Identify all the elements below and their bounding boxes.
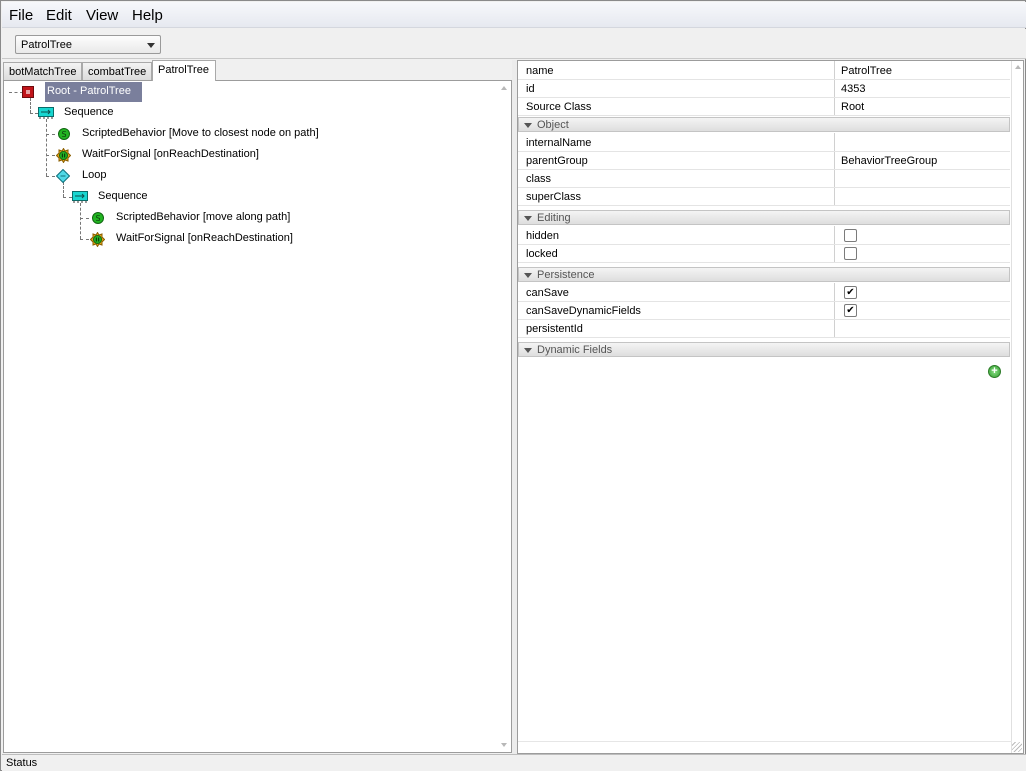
- toolbar: [2, 29, 1026, 59]
- tree-connector: [46, 119, 47, 176]
- property-key: persistentId: [526, 323, 583, 335]
- status-text: Status: [6, 757, 38, 769]
- tree-node-loop[interactable]: [55, 166, 155, 186]
- scroll-up-icon[interactable]: [1015, 65, 1021, 69]
- collapse-arrow-icon: [524, 216, 532, 221]
- tree-node-wait-for-signal[interactable]: [89, 229, 309, 249]
- menu-edit[interactable]: Edit: [46, 7, 72, 24]
- status-bar: [2, 754, 1026, 771]
- property-value-field[interactable]: Root: [841, 101, 865, 113]
- tree-node-label: WaitForSignal [onReachDestination]: [82, 148, 259, 160]
- tree-connector: [9, 92, 23, 93]
- section-title: Editing: [537, 212, 571, 224]
- tree-connector: [30, 113, 38, 114]
- root-icon: [22, 86, 34, 98]
- wait-signal-icon: [90, 232, 105, 250]
- tree-select-dropdown[interactable]: [15, 35, 161, 54]
- tree-scrollbar[interactable]: [500, 82, 510, 751]
- tab-botmatchtree[interactable]: botMatchTree: [3, 62, 82, 80]
- chevron-down-icon: [147, 43, 155, 48]
- menu-file[interactable]: File: [9, 7, 34, 24]
- property-row-class: [518, 170, 1010, 188]
- collapse-arrow-icon: [524, 348, 532, 353]
- property-value-field[interactable]: BehaviorTreeGroup: [841, 155, 938, 167]
- property-row-locked: [518, 245, 1010, 263]
- tree-node-label: Sequence: [64, 106, 114, 118]
- inspector-scrollbar[interactable]: [1011, 61, 1023, 753]
- property-key: class: [526, 173, 552, 185]
- property-row-internalname: [518, 134, 1010, 152]
- property-key: Source Class: [526, 101, 592, 113]
- sequence-icon: [38, 106, 54, 123]
- cansavedynamicfields-checkbox[interactable]: ✔: [844, 304, 857, 317]
- section-title: Object: [537, 119, 569, 131]
- tree-connector: [46, 176, 55, 177]
- wait-signal-icon: [56, 148, 71, 166]
- property-row-cansavedynamicfields: [518, 302, 1010, 320]
- property-row-id: [518, 80, 1010, 98]
- property-row-name: [518, 62, 1010, 80]
- tree-select-value: PatrolTree: [21, 39, 72, 51]
- tree-connector: [80, 218, 89, 219]
- tree-connector: [80, 203, 81, 239]
- property-row-superclass: [518, 188, 1010, 206]
- menu-help[interactable]: Help: [132, 7, 163, 24]
- behavior-tree-view: [3, 80, 512, 753]
- section-header-editing[interactable]: [518, 210, 1010, 225]
- tree-node-scripted-behavior[interactable]: [89, 208, 309, 228]
- locked-checkbox[interactable]: [844, 247, 857, 260]
- property-row-source-class: [518, 98, 1010, 116]
- tab-patroltree[interactable]: PatrolTree: [152, 60, 216, 81]
- property-value-field[interactable]: 4353: [841, 83, 866, 95]
- tree-connector: [46, 134, 55, 135]
- tree-connector: [80, 239, 89, 240]
- scripted-behavior-icon: [91, 211, 105, 228]
- property-row-cansave: [518, 284, 1010, 302]
- property-key: internalName: [526, 137, 592, 149]
- property-key: parentGroup: [526, 155, 588, 167]
- tree-node-label: ScriptedBehavior [move along path]: [116, 211, 291, 223]
- svg-text:S: S: [61, 130, 67, 139]
- collapse-arrow-icon: [524, 123, 532, 128]
- tree-node-sequence[interactable]: [72, 187, 172, 207]
- tree-node-label: ScriptedBehavior [Move to closest node on path]: [82, 127, 319, 139]
- property-key: canSaveDynamicFields: [526, 305, 641, 317]
- section-header-object[interactable]: [518, 117, 1010, 132]
- add-dynamic-field-icon[interactable]: +: [988, 365, 1001, 378]
- section-header-persistence[interactable]: [518, 267, 1010, 282]
- collapse-arrow-icon: [524, 273, 532, 278]
- scroll-up-icon[interactable]: [501, 86, 507, 90]
- loop-icon: [56, 169, 70, 186]
- property-row-hidden: [518, 227, 1010, 245]
- property-key: name: [526, 65, 554, 77]
- tree-node-sequence[interactable]: [38, 103, 138, 123]
- cansave-checkbox[interactable]: ✔: [844, 286, 857, 299]
- tree-node-scripted-behavior[interactable]: [55, 124, 355, 144]
- tree-node-wait-for-signal[interactable]: [55, 145, 315, 165]
- tree-node-root[interactable]: [22, 82, 148, 102]
- scroll-down-icon[interactable]: [501, 743, 507, 747]
- hidden-checkbox[interactable]: [844, 229, 857, 242]
- property-value-field[interactable]: PatrolTree: [841, 65, 892, 77]
- section-title: Persistence: [537, 269, 595, 281]
- property-row-persistentid: [518, 320, 1010, 338]
- tree-connector: [63, 197, 72, 198]
- property-key: hidden: [526, 230, 560, 242]
- menu-view[interactable]: View: [86, 7, 119, 24]
- property-key: locked: [526, 248, 558, 260]
- property-inspector: [517, 60, 1024, 754]
- tree-node-label: WaitForSignal [onReachDestination]: [116, 232, 293, 244]
- property-row-parentgroup: [518, 152, 1010, 170]
- tree-node-label: Loop: [82, 169, 107, 181]
- property-key: id: [526, 83, 535, 95]
- scripted-behavior-icon: [57, 127, 71, 144]
- tree-connector: [46, 155, 55, 156]
- svg-text:S: S: [95, 214, 101, 223]
- menu-bar: [2, 2, 1026, 28]
- tree-node-label: Root - PatrolTree: [47, 85, 131, 97]
- property-key: canSave: [526, 287, 569, 299]
- resize-grip-icon[interactable]: [1012, 742, 1022, 752]
- tab-combattree[interactable]: combatTree: [82, 62, 152, 80]
- tree-node-label: Sequence: [98, 190, 148, 202]
- property-key: superClass: [526, 191, 582, 203]
- section-header-dynamic-fields[interactable]: [518, 342, 1010, 357]
- sequence-icon: [72, 190, 88, 207]
- section-title: Dynamic Fields: [537, 344, 613, 356]
- inspector-horizontal-scrollbar[interactable]: [518, 741, 1012, 753]
